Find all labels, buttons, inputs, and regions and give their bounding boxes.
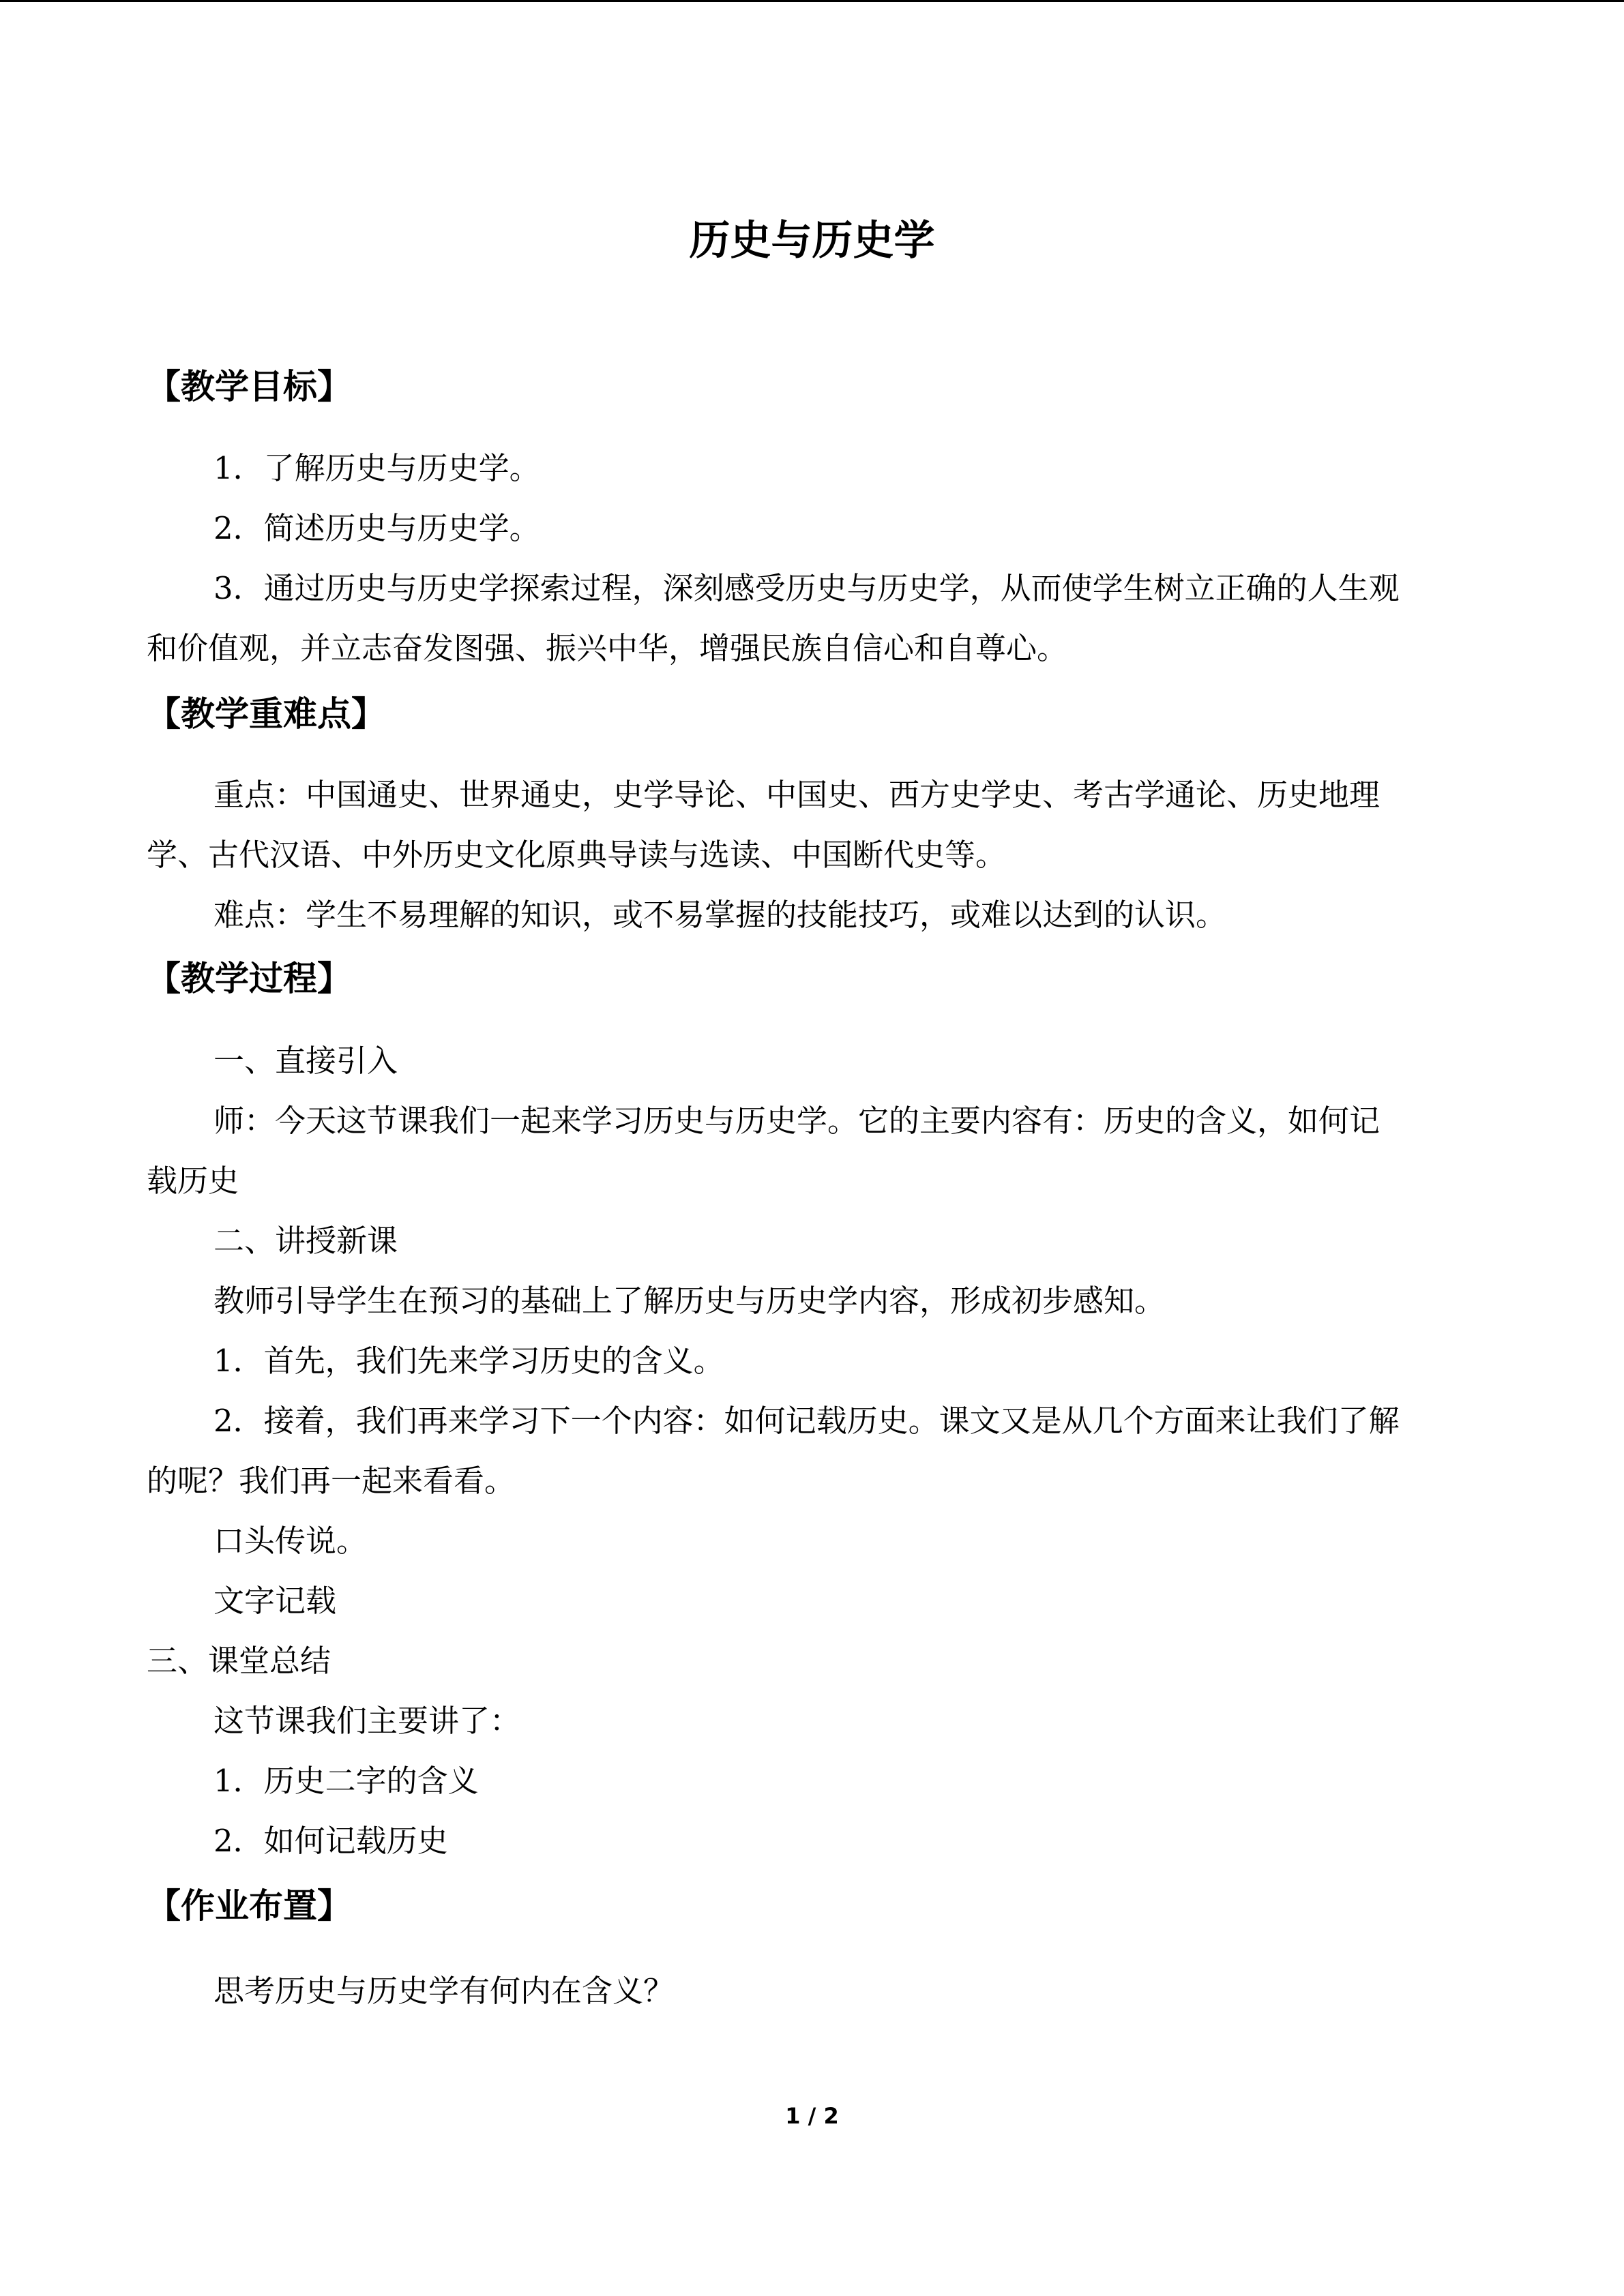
- document-title: 历史与历史学: [689, 217, 935, 265]
- process-line: 文字记载: [213, 1583, 337, 1619]
- process-line: 三、课堂总结: [147, 1643, 331, 1679]
- page-number: 1 / 2: [785, 2103, 839, 2129]
- objective-item-3: 3．通过历史与历史学探索过程，深刻感受历史与历史学，从而使学生树立正确的人生观: [213, 570, 1400, 606]
- process-line: 这节课我们主要讲了：: [213, 1703, 521, 1739]
- section-heading-homework: 【作业布置】: [147, 1886, 351, 1926]
- homework-line: 思考历史与历史学有何内在含义？: [213, 1973, 675, 2009]
- process-line: 载历史: [147, 1163, 239, 1199]
- difficult-point-line: 难点：学生不易理解的知识，或不易掌握的技能技巧，或难以达到的认识。: [213, 897, 1227, 933]
- objective-item-1: 1．了解历史与历史学。: [213, 450, 540, 486]
- process-line: 的呢？我们再一起来看看。: [147, 1463, 516, 1499]
- process-line: 1．首先，我们先来学习历史的含义。: [213, 1343, 724, 1379]
- section-heading-objectives: 【教学目标】: [147, 367, 351, 406]
- page-top-border: [0, 0, 1624, 2]
- objective-item-2: 2．简述历史与历史学。: [213, 510, 540, 546]
- section-heading-process: 【教学过程】: [147, 959, 351, 998]
- process-line: 1．历史二字的含义: [213, 1763, 479, 1799]
- process-line: 2．接着，我们再来学习下一个内容：如何记载历史。课文又是从几个方面来让我们了解: [213, 1403, 1400, 1439]
- key-point-line: 重点：中国通史、世界通史，史学导论、中国史、西方史学史、考古学通论、历史地理: [213, 777, 1381, 813]
- objective-item-3-continued: 和价值观，并立志奋发图强、振兴中华，增强民族自信心和自尊心。: [147, 630, 1068, 666]
- key-point-line: 学、古代汉语、中外历史文化原典导读与选读、中国断代史等。: [147, 837, 1007, 873]
- process-line: 2．如何记载历史: [213, 1823, 448, 1859]
- process-line: 口头传说。: [213, 1523, 368, 1559]
- process-line: 师：今天这节课我们一起来学习历史与历史学。它的主要内容有：历史的含义，如何记: [213, 1103, 1381, 1139]
- section-heading-key-points: 【教学重难点】: [147, 694, 385, 734]
- process-line: 二、讲授新课: [213, 1223, 398, 1259]
- process-line: 一、直接引入: [213, 1043, 398, 1079]
- process-line: 教师引导学生在预习的基础上了解历史与历史学内容，形成初步感知。: [213, 1283, 1166, 1319]
